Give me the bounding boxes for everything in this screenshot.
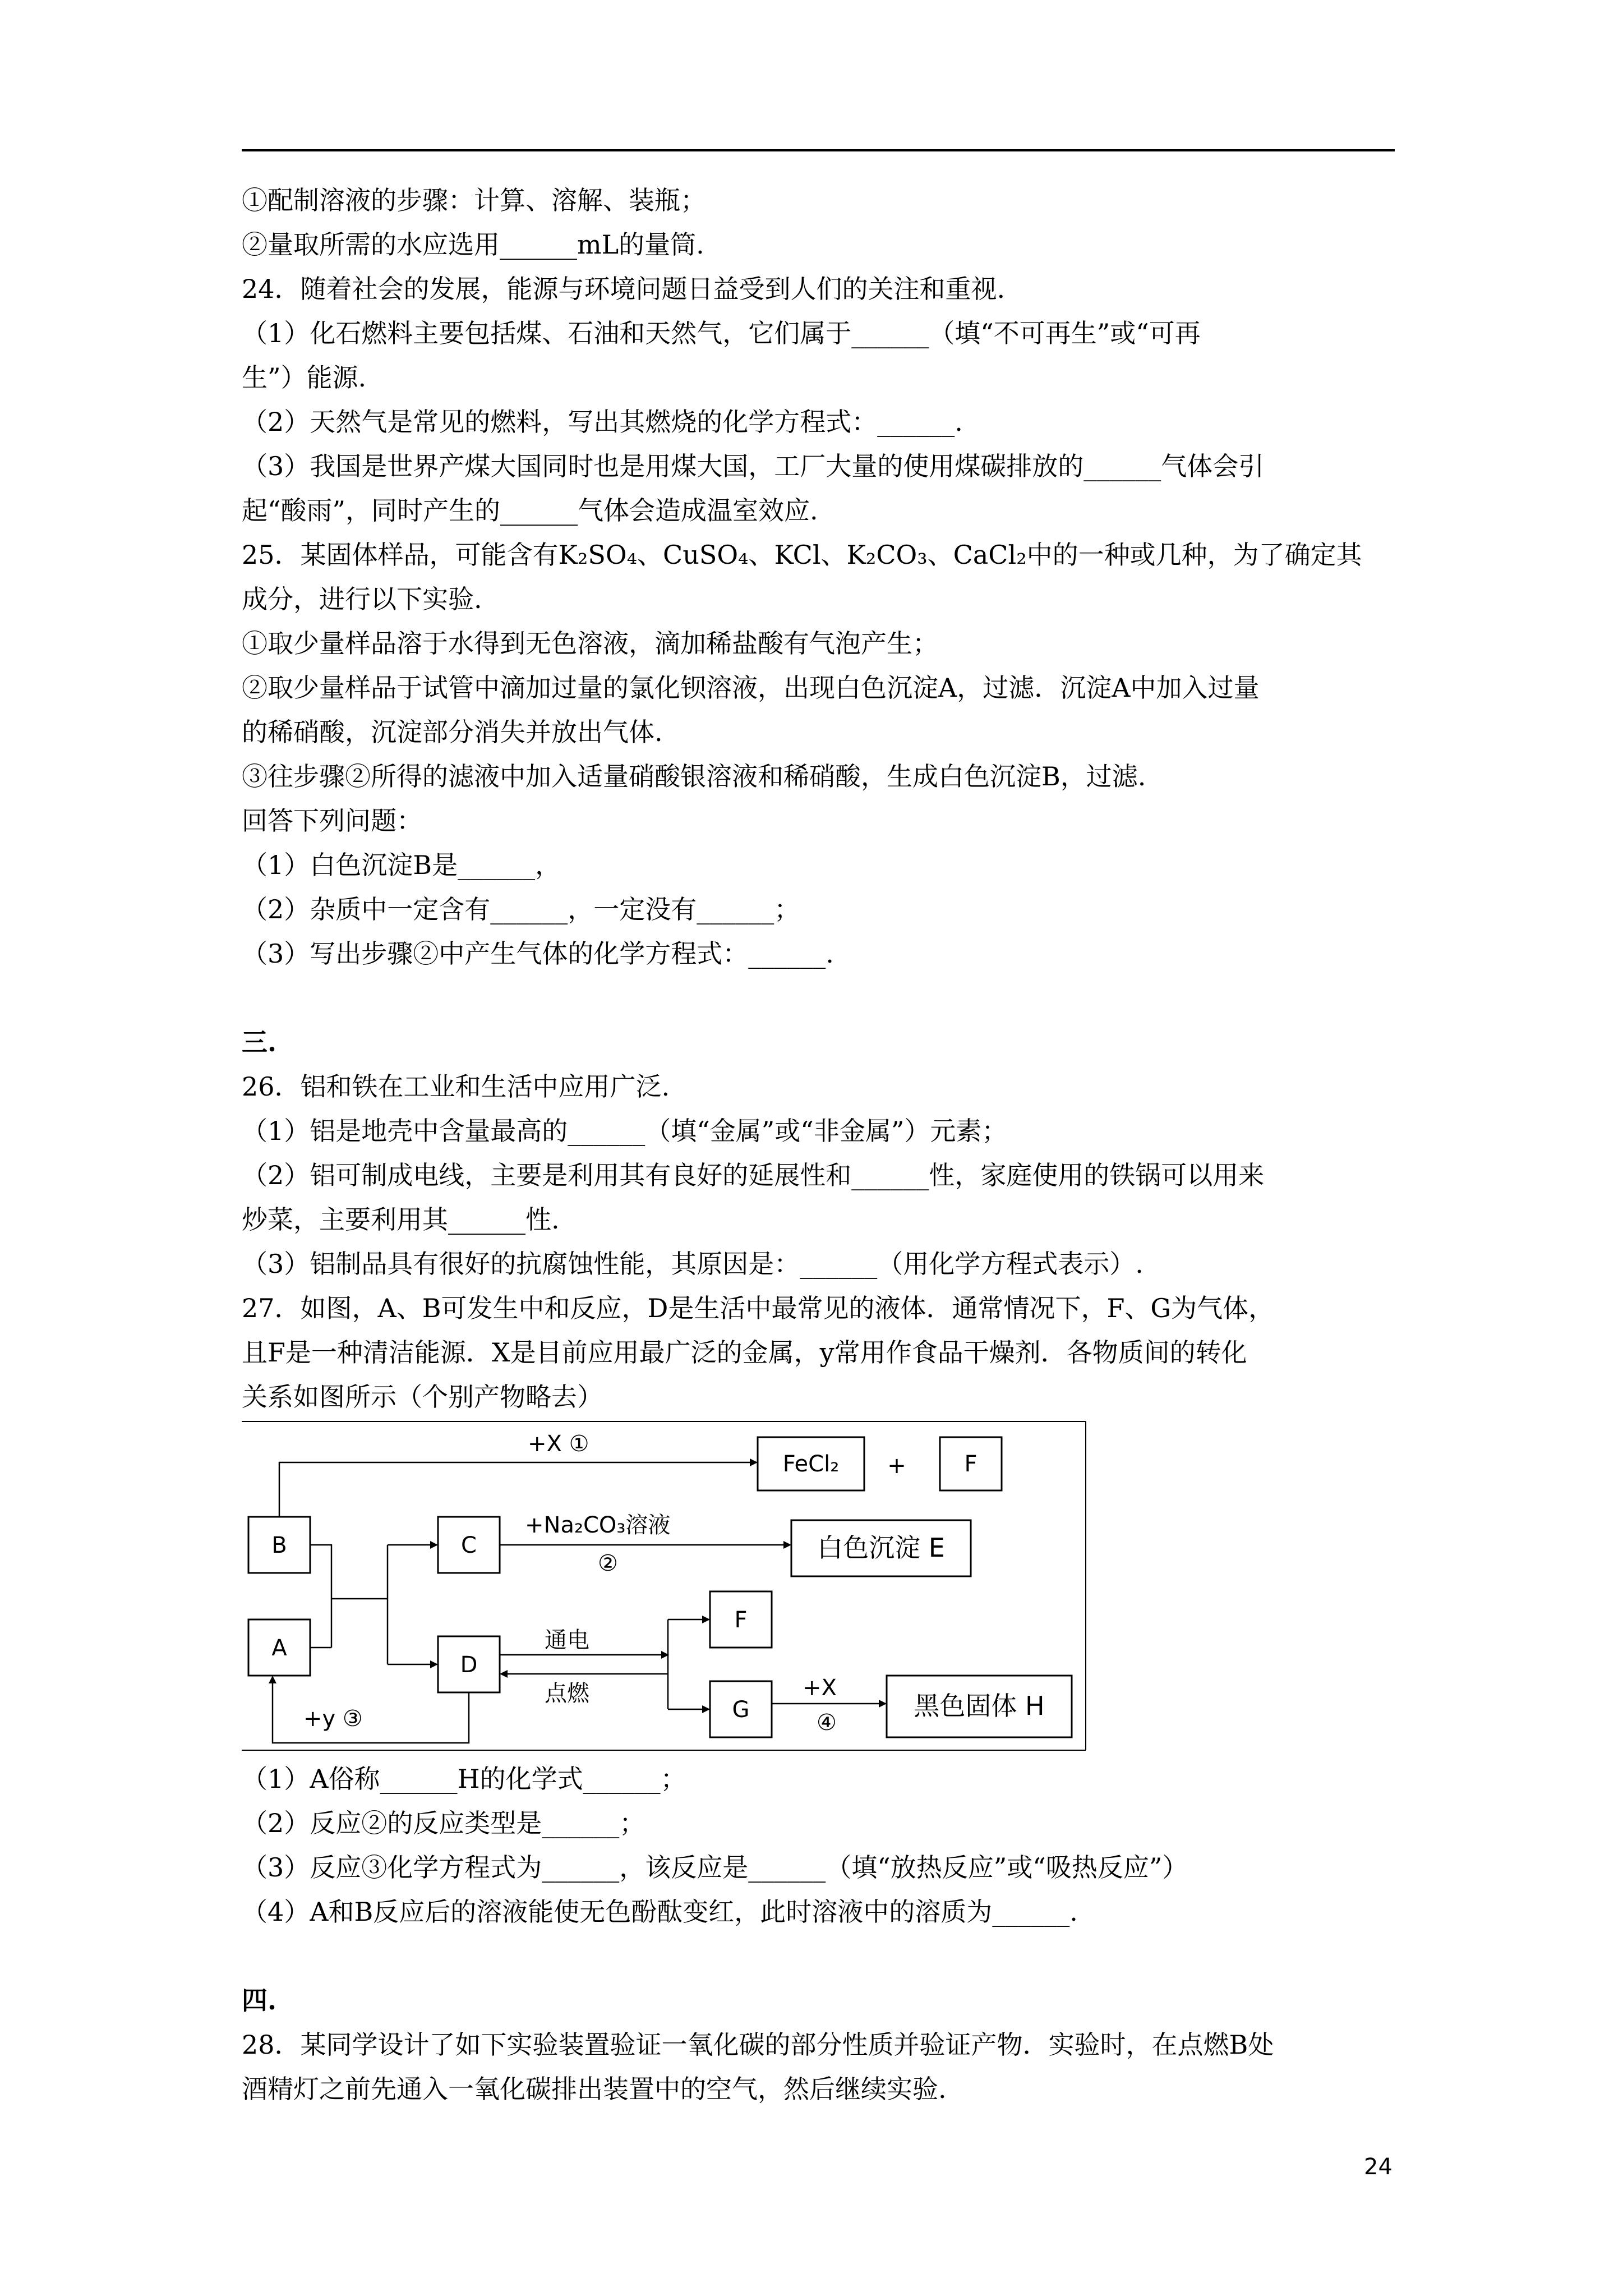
reaction-flow-diagram <box>242 1420 1089 1751</box>
line-b-join <box>310 1545 331 1648</box>
section-heading-4: 四. <box>242 1985 277 2016</box>
label-h: 黑色固体 H <box>914 1691 1045 1721</box>
label-fecl2: FeCl₂ <box>782 1451 840 1477</box>
text-line: 关系如图所示（个别产物略去） <box>242 1382 603 1412</box>
text-line: 生”）能源. <box>242 362 367 393</box>
text-line: 28．某同学设计了如下实验装置验证一氧化碳的部分性质并验证产物．实验时，在点燃B处 <box>242 2030 1274 2060</box>
text-line: 炒菜，主要利用其______性. <box>242 1204 560 1235</box>
text-line: （3）铝制品具有很好的抗腐蚀性能，其原因是：______（用化学方程式表示）. <box>242 1249 1144 1279</box>
label-c: C <box>461 1533 477 1558</box>
text-line: （2）杂质中一定含有______，一定没有______； <box>242 894 800 924</box>
spacer <box>242 976 1397 1020</box>
text-line: 酒精灯之前先通入一氧化碳排出装置中的空气，然后继续实验. <box>242 2074 947 2104</box>
section-heading-3: 三. <box>242 1027 277 1057</box>
label-y3: +y ③ <box>303 1706 363 1732</box>
text-line: （2）反应②的反应类型是______； <box>242 1808 645 1838</box>
label-g: G <box>732 1697 750 1723</box>
text-line: ①配制溶液的步骤：计算、溶解、装瓶； <box>242 185 706 215</box>
label-na2co3: +Na₂CO₃溶液 <box>525 1512 671 1538</box>
label-a: A <box>271 1635 287 1661</box>
text-line: 24．随着社会的发展，能源与环境问题日益受到人们的关注和重视. <box>242 274 1006 304</box>
label-x1: +X ① <box>528 1431 589 1457</box>
text-line: （2）天然气是常见的燃料，写出其燃烧的化学方程式：______. <box>242 407 963 437</box>
text-line: （1）化石燃料主要包括煤、石油和天然气，它们属于______（填“不可再生”或“可再 <box>242 318 1201 348</box>
text-line: 回答下列问题： <box>242 806 422 836</box>
label-b: B <box>271 1533 287 1558</box>
text-line: 27．如图，A、B可发生中和反应，D是生活中最常见的液体．通常情况下，F、G为气体， <box>242 1293 1275 1323</box>
text-block-q27 <box>242 1757 1397 1934</box>
label-x4: +X <box>803 1675 837 1701</box>
label-e: 白色沉淀 E <box>817 1533 945 1563</box>
text-line: 起“酸雨”，同时产生的______气体会造成温室效应. <box>242 495 818 526</box>
text-line: （1）白色沉淀B是______， <box>242 850 561 880</box>
text-line: （2）铝可制成电线，主要是利用其有良好的延展性和______性，家庭使用的铁锅可以用来 <box>242 1160 1265 1190</box>
text-line: （1）A俗称______H的化学式______； <box>242 1764 686 1794</box>
text-line: ③往步骤②所得的滤液中加入适量硝酸银溶液和稀硝酸，生成白色沉淀B，过滤. <box>242 761 1146 792</box>
label-tongdian: 通电 <box>545 1627 589 1653</box>
text-line: ②量取所需的水应选用______mL的量筒. <box>242 229 704 260</box>
label-reaction-4: ④ <box>817 1710 837 1736</box>
header-rule <box>242 149 1395 151</box>
text-line: ②取少量样品于试管中滴加过量的氯化钡溶液，出现白色沉淀A，过滤．沉淀A中加入过量 <box>242 673 1260 703</box>
page-number: 24 <box>1364 2154 1393 2180</box>
text-line: （4）A和B反应后的溶液能使无色酚酞变红，此时溶液中的溶质为______. <box>242 1897 1078 1927</box>
text-block-top <box>242 178 1397 976</box>
label-d: D <box>460 1652 478 1678</box>
text-line: 的稀硝酸，沉淀部分消失并放出气体. <box>242 717 663 747</box>
spacer <box>242 1934 1397 1978</box>
label-f-top: F <box>964 1451 978 1477</box>
text-line: （3）我国是世界产煤大国同时也是用煤大国，工厂大量的使用煤碳排放的______气体会引 <box>242 451 1265 481</box>
text-block-mid <box>242 1065 1397 1419</box>
text-line: （3）反应③化学方程式为______，该反应是______（填“放热反应”或“吸热反应”） <box>242 1852 1188 1883</box>
text-block-bottom <box>242 2023 1397 2111</box>
text-line: 25．某固体样品，可能含有K₂SO₄、CuSO₄、KCl、K₂CO₃、CaCl₂中的一种或几种，为了确定其 <box>242 540 1362 570</box>
text-line: 成分，进行以下实验. <box>242 584 482 614</box>
label-plus: + <box>887 1453 906 1479</box>
label-dianran: 点燃 <box>545 1681 589 1706</box>
text-line: 26．铝和铁在工业和生活中应用广泛. <box>242 1071 670 1102</box>
text-line: ①取少量样品溶于水得到无色溶液，滴加稀盐酸有气泡产生； <box>242 628 938 659</box>
label-f-mid: F <box>734 1607 748 1633</box>
page-content <box>242 178 1397 2111</box>
text-line: （3）写出步骤②中产生气体的化学方程式：______. <box>242 938 834 969</box>
arrow-b-to-fecl2 <box>279 1462 757 1517</box>
text-line: （1）铝是地壳中含量最高的______（填“金属”或“非金属”）元素； <box>242 1116 1008 1146</box>
label-reaction-2: ② <box>598 1550 618 1576</box>
text-line: 且F是一种清洁能源．X是目前应用最广泛的金属，y常用作食品干燥剂．各物质间的转化 <box>242 1337 1247 1368</box>
